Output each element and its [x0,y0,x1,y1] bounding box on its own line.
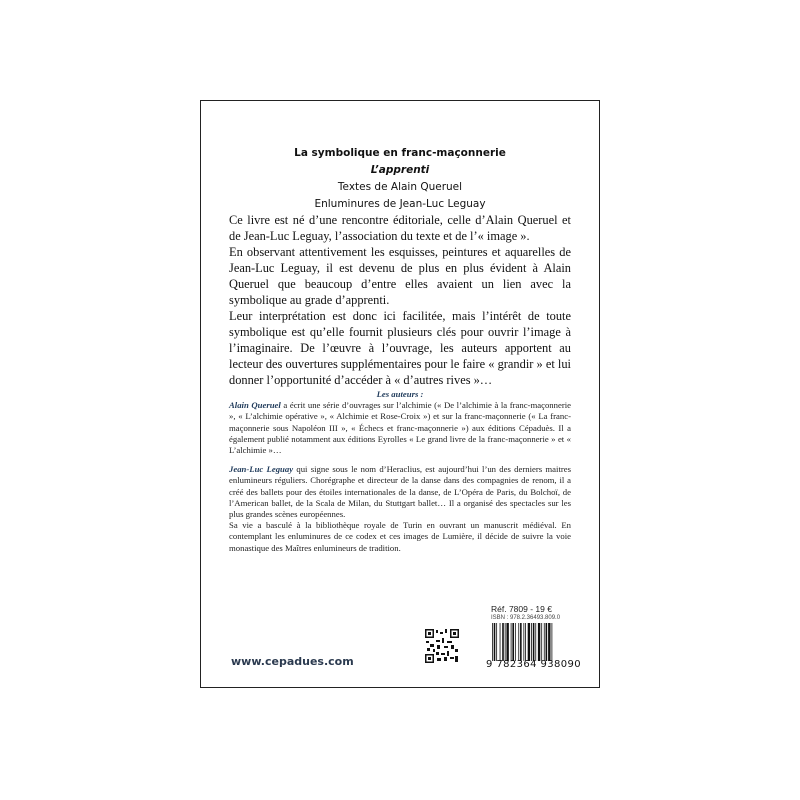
reference-price: Réf. 7809 - 19 € [491,604,552,614]
qr-code-icon [425,629,459,663]
illuminations-credit: Enluminures de Jean-Luc Leguay [314,198,486,210]
author-bio-text: a écrit une série d’ouvrages sur l’alchimie (« De l’alchimie à la franc-maçonnerie », « L’alchimie opérative », « Alchimie et Rose-Croix ») et sur la franc-maçonnerie (« La franc-maçonnerie sous Napoléon III », « Échecs et franc-maçonnerie ») aux éditions Cépaduès. Il a également publié notamment aux éditions Eyrolles « Le grand livre de la franc-maçonnerie » et « L’alchimie »… [229,400,571,456]
intro-text [229,212,571,388]
author-bio-text: qui signe sous le nom d’Heraclius, est aujourd’hui l’un des derniers maitres enlumineurs réguliers. Chorégraphe et directeur de la danse dans des compagnies de renom, il a créé des ballets pour des étoiles internationales de la danse, de L’Opéra de Paris, du Bolchoï, de l’American ballet, de la Scala de Milan, du Stuttgart ballet… Il a organisé des spectacles sur les plus grandes scènes européennes. [229,464,571,520]
barcode-icon [491,623,573,661]
author-name: Jean-Luc Leguay [229,464,294,475]
authors-heading: Les auteurs : [376,389,424,399]
author-bio [229,400,571,456]
texts-credit: Textes de Alain Queruel [337,181,463,193]
isbn: ISBN : 978.2.36493.809.0 [491,615,561,621]
author-bio [229,464,571,520]
book-title: La symbolique en franc-maçonnerie [294,147,506,159]
intro-paragraph: En observant attentivement les esquisses, peintures et aquarelles de Jean-Luc Leguay, il est devenu de plus en plus évident à Alain Queruel que beaucoup d’entre elles avaient un lien avec la symbolique au grade d’apprenti. [229,245,571,307]
intro-paragraph: Ce livre est né d’une rencontre éditoriale, celle d’Alain Queruel et de Jean-Luc Leguay, l’association du texte et de l’« image ». [229,213,571,243]
author-bio-continued: Sa vie a basculé à la bibliothèque royale de Turin en ouvrant un manuscrit médiéval. En contemplant les enluminures de ce codex et ces images de Lumière, il décide de suivre la voie monastique des Maîtres enlumineurs de tradition. [229,520,571,553]
author-name: Alain Queruel [229,400,281,411]
publisher-website[interactable]: www.cepadues.com [231,655,354,668]
intro-paragraph: Leur interprétation est donc ici facilitée, mais l’intérêt de toute symbolique est qu’elle fournit plusieurs clés pour ouvrir l’image à l’imaginaire. De l’œuvre à l’ouvrage, les auteurs apportent au lecteur des ouvertures supplémentaires pour le faire « grandir » et lui donner l’opportunité d’accéder à « d’autres rives »… [229,309,571,387]
cover-header [201,145,599,213]
authors-section [229,389,571,554]
book-back-cover [200,100,600,688]
book-subtitle: L’apprenti [370,164,430,176]
barcode-number: 9 782364 938090 [486,659,582,670]
